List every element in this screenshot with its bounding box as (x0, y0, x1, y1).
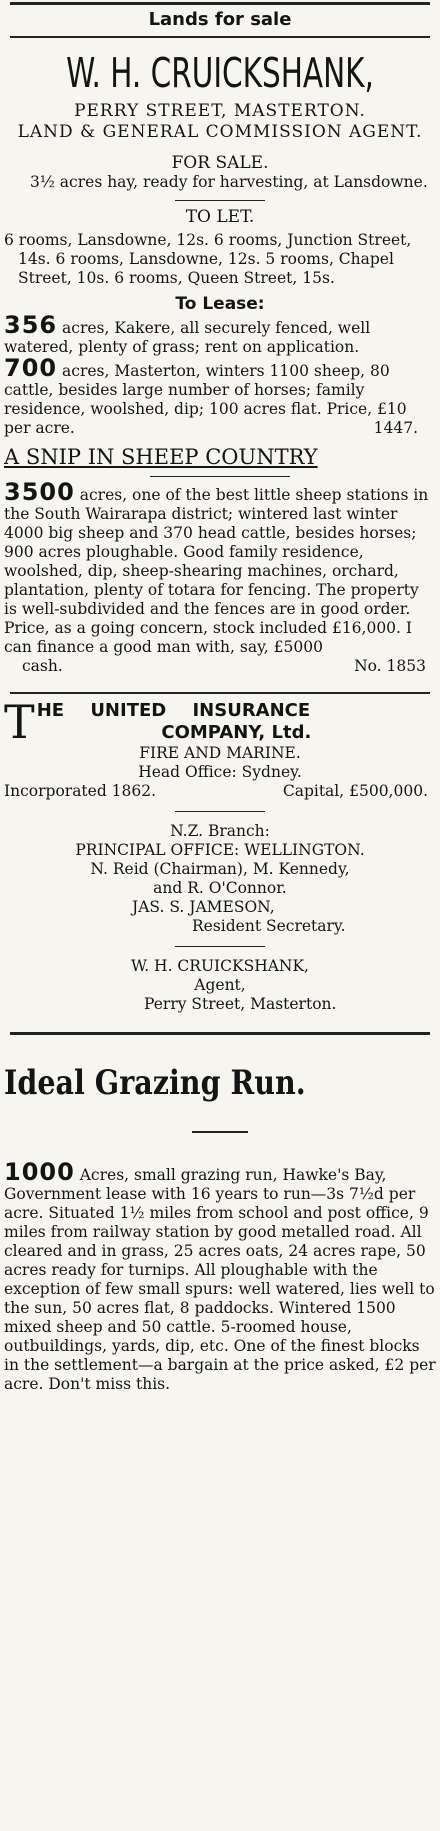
snip-heading: A SNIP IN SHEEP COUNTRY (4, 445, 318, 469)
grazing-number: 1000 (4, 1158, 75, 1186)
insurance-name-line2: COMPANY, Ltd. (161, 722, 312, 743)
directors-1: N. Reid (Chairman), M. Kennedy, (90, 860, 350, 878)
insurance-name (37, 700, 436, 744)
for-sale-text: 3½ acres hay, ready for harvesting, at Lansdowne. (30, 173, 428, 191)
nz-branch: N.Z. Branch: (170, 822, 270, 840)
insurance-agent-title: Agent, (194, 976, 246, 994)
grazing-ad (4, 1063, 436, 1394)
secretary-name: JAS. S. JAMESON, (132, 898, 275, 916)
lease-356-number: 356 (4, 311, 58, 339)
snip-number: 3500 (4, 478, 75, 506)
snip-text: acres, one of the best little sheep stations in the South Wairarapa district; wintered last winter 4000 big sheep and 370 head cattle, besides horses; 900 acres ploughable. Good family residence, woolshed, dip, sheep-shearing machines, orchard, plantation, plenty of totara for fencing. The property is well-subdivided and the fences are in good order. Price, as a going concern, stock included £16,000. I can finance a good man with, say, £5000 (4, 486, 429, 656)
divider (175, 946, 265, 947)
fire-marine: FIRE AND MARINE. (139, 744, 301, 762)
insurance-agent-address: Perry Street, Masterton. (144, 995, 337, 1013)
agent-address: PERRY STREET, MASTERTON. (74, 101, 366, 121)
head-office: Head Office: Sydney. (138, 763, 302, 781)
lease-700-number: 700 (4, 354, 58, 382)
for-sale-heading: FOR SALE. (171, 153, 269, 173)
snip-text-block (4, 478, 436, 657)
snip-ad (4, 444, 436, 676)
drop-cap: T (4, 695, 35, 749)
lease-700-text: acres, Masterton, winters 1100 sheep, 80 cattle, besides large number of horses; family residence, woolshed, dip; 100 acres flat. Price, £10 per acre. (4, 362, 407, 437)
section-title: Lands for sale (148, 9, 292, 30)
snip-last: cash. (22, 657, 63, 675)
incorporated: Incorporated 1862. (4, 782, 157, 800)
ad-rule (10, 1032, 430, 1035)
divider (175, 200, 265, 201)
grazing-text: Acres, small grazing run, Hawke's Bay, Government lease with 16 years to run—3s 7½d per acre. Situated 1½ miles from school and post office, 9 miles from railway station by good metalled road. All cleared and in grass, 25 acres oats, 24 acres rape, 50 acres ready for turnips. All ploughable with the exception of few small spurs: well watered, lies well to the sun, 50 acres flat, 8 paddocks. Wintered 1500 mixed sheep and 50 cattle. 5-roomed house, outbuildings, yards, dip, etc. One of the finest blocks in the settlement—a bargain at the price asked, £2 per acre. Don't miss this. (4, 1166, 436, 1393)
lease-700-ref: 1447. (373, 419, 418, 437)
agent-role: LAND & GENERAL COMMISSION AGENT. (17, 122, 423, 142)
top-rule (10, 2, 430, 5)
insurance-ad (4, 695, 436, 1014)
snip-footer (4, 657, 436, 676)
insurance-agent-name: W. H. CRUICKSHANK, (130, 957, 309, 975)
principal-office: PRINCIPAL OFFICE: WELLINGTON. (75, 841, 365, 859)
agent-name: W. H. CRUICKSHANK, (66, 49, 374, 97)
divider (192, 1131, 248, 1133)
capital: Capital, £500,000. (282, 782, 428, 800)
cruickshank-ad (4, 48, 436, 438)
section-rule (10, 36, 430, 38)
lease-356-item (4, 311, 436, 357)
divider (150, 476, 290, 477)
directors-2: and R. O'Connor. (153, 879, 287, 897)
grazing-text-block (4, 1158, 436, 1394)
snip-ref: No. 1853 (354, 657, 426, 675)
to-let-heading: TO LET. (185, 207, 255, 227)
insurance-name-line1: HE UNITED INSURANCE (36, 700, 311, 721)
secretary-title: Resident Secretary. (192, 917, 346, 935)
to-let-text: 6 rooms, Lansdowne, 12s. 6 rooms, Junction Street, 14s. 6 rooms, Lansdowne, 12s. 5 rooms, Chapel Street, 10s. 6 rooms, Queen Street, 15s. (4, 231, 412, 287)
ad-rule (10, 692, 430, 694)
incorporated-row (4, 782, 436, 801)
newspaper-column (0, 2, 440, 1831)
insurance-header (4, 695, 436, 749)
to-lease-heading: To Lease: (175, 294, 265, 314)
divider (175, 811, 265, 812)
grazing-heading: Ideal Grazing Run. (4, 1063, 306, 1103)
lease-356-text: acres, Kakere, all securely fenced, well watered, plenty of grass; rent on application. (4, 319, 371, 356)
